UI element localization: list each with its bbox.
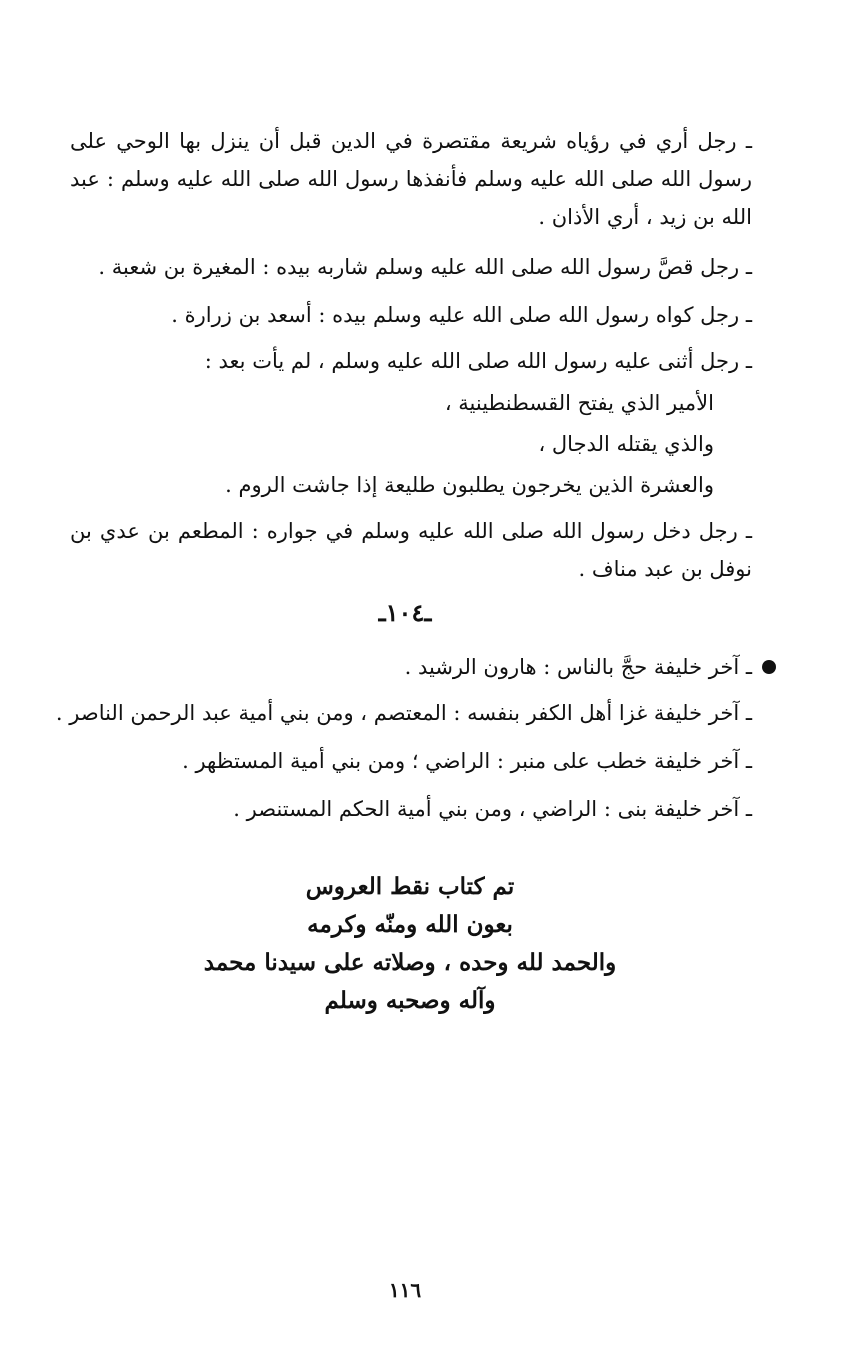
entry-protection: ـ رجل دخل رسول الله صلى الله عليه وسلم في جواره : المطعم بن عدي بن نوفل بن عبد مناف . <box>70 519 752 581</box>
entry-praised: ـ رجل أثنى عليه رسول الله صلى الله عليه وسلم ، لم يأت بعد : <box>204 349 752 373</box>
colophon-line-2: بعون الله ومنّه وكرمه <box>307 911 513 938</box>
entry-dream-adhan: ـ رجل أري في رؤياه شريعة مقتصرة في الدين قبل أن ينزل بها الوحي على رسول الله صلى الله عليه وسلم فأنفذها رسول الله صلى الله عليه وسلم : عبد الله بن زيد ، أري الأذان . <box>70 129 752 229</box>
entry-moustache: ـ رجل قصَّ رسول الله صلى الله عليه وسلم شاربه بيده : المغيرة بن شعبة . <box>98 255 752 279</box>
section-number: ـ١٠٤ـ <box>378 598 432 627</box>
sub-item-ten-men: والعشرة الذين يخرجون يطلبون طليعة إذا جاشت الروم . <box>225 473 714 497</box>
page-number: ١١٦ <box>388 1278 422 1302</box>
colophon-line-1: تم كتاب نقط العروس <box>305 873 515 900</box>
colophon-line-4: وآله وصحبه وسلم <box>324 987 496 1014</box>
caliph-entry-raid: ـ آخر خليفة غزا أهل الكفر بنفسه : المعتصم ، ومن بني أمية عبد الرحمن الناصر . <box>55 701 752 725</box>
caliph-entry-sermon: ـ آخر خليفة خطب على منبر : الراضي ؛ ومن بني أمية المستظهر . <box>182 749 752 773</box>
sub-item-constantinople: الأمير الذي يفتح القسطنطينية ، <box>444 391 714 415</box>
caliph-entry-built: ـ آخر خليفة بنى : الراضي ، ومن بني أمية الحكم المستنصر . <box>233 797 752 821</box>
sub-item-dajjal: والذي يقتله الدجال ، <box>538 432 714 456</box>
entry-cauterized: ـ رجل كواه رسول الله صلى الله عليه وسلم بيده : أسعد بن زرارة . <box>171 303 752 327</box>
caliph-entry-hajj: ـ آخر خليفة حجَّ بالناس : هارون الرشيد . <box>404 655 752 679</box>
colophon-line-3: والحمد لله وحده ، وصلاته على سيدنا محمد <box>203 949 617 976</box>
bullet-marker <box>762 660 776 674</box>
